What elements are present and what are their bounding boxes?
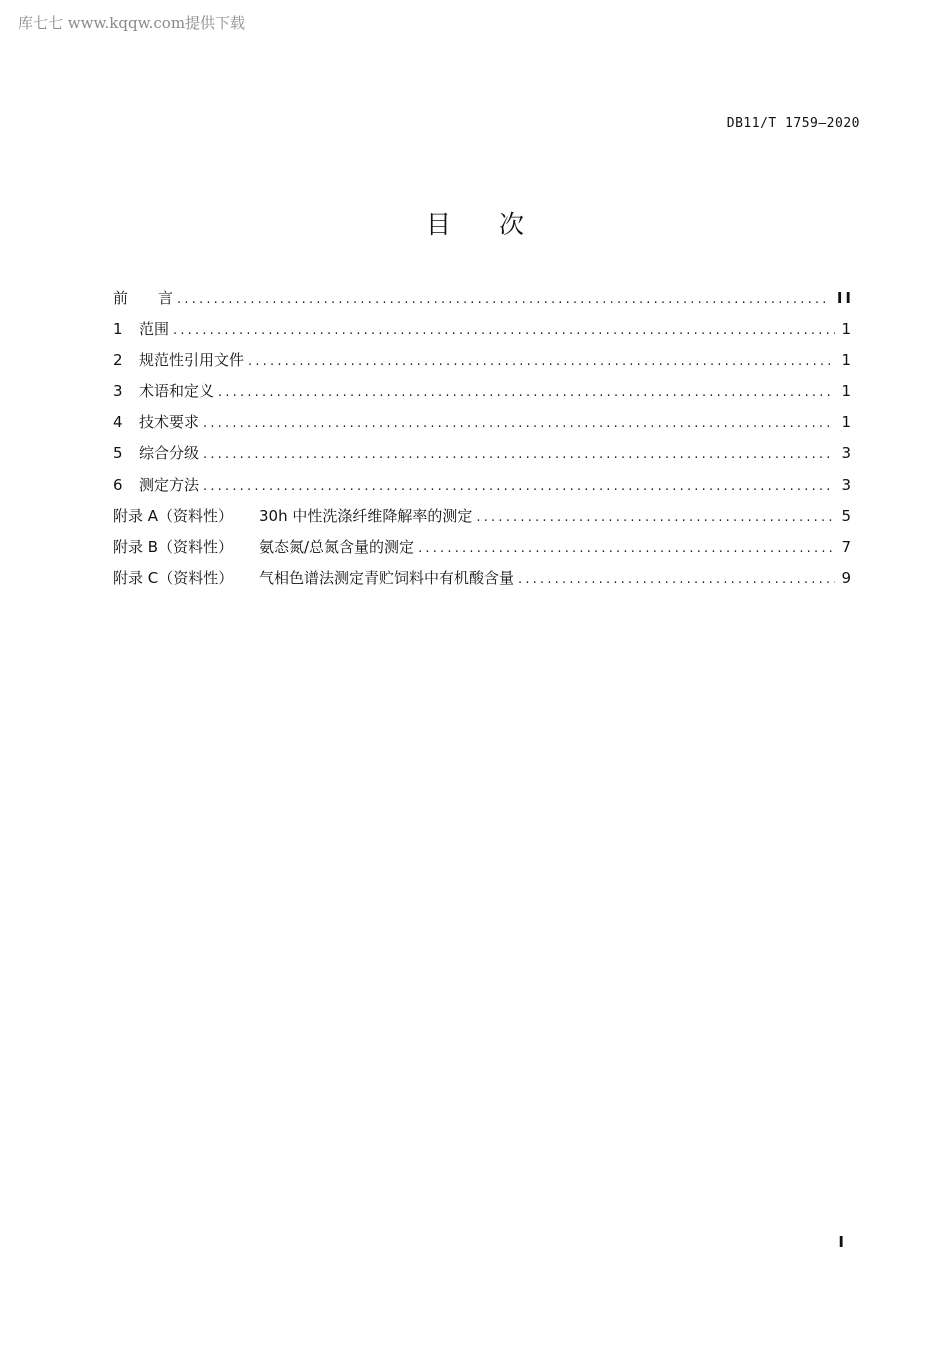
toc-entry-page: 5 bbox=[841, 506, 851, 525]
toc-entry-page: 1 bbox=[841, 382, 851, 401]
dot-leader bbox=[218, 382, 835, 404]
toc-entry-title: 前 言 bbox=[113, 289, 174, 307]
toc-title: 目次 bbox=[425, 210, 572, 239]
dot-leader bbox=[418, 538, 835, 560]
toc-entry-page: 3 bbox=[841, 444, 851, 463]
toc-entry-number: 3 bbox=[113, 382, 123, 401]
toc-entry-number: 6 bbox=[113, 475, 123, 494]
dot-leader bbox=[203, 444, 835, 466]
toc-entry-appendix-b[interactable] bbox=[113, 536, 851, 567]
toc-entry-section-6[interactable] bbox=[113, 474, 851, 505]
toc-entry-appendix-a[interactable] bbox=[113, 505, 851, 536]
dot-leader bbox=[518, 569, 835, 591]
dot-leader bbox=[476, 507, 835, 529]
toc-entry-page: 7 bbox=[841, 537, 851, 556]
toc-entry-page: 1 bbox=[841, 320, 851, 339]
toc-entry-page: 3 bbox=[841, 475, 851, 494]
toc-appendix-label: 附录 B（资料性） bbox=[113, 537, 234, 556]
toc-entry-page: 1 bbox=[841, 351, 851, 370]
table-of-contents bbox=[113, 287, 854, 598]
toc-entry-section-1[interactable] bbox=[113, 318, 851, 349]
toc-appendix-label: 附录 C（资料性） bbox=[113, 568, 234, 587]
dot-leader bbox=[203, 476, 835, 498]
toc-entry-title: 氨态氮/总氮含量的测定 bbox=[259, 537, 415, 556]
document-code: DB11/T 1759—2020 bbox=[726, 116, 860, 131]
toc-entry-foreword[interactable] bbox=[113, 287, 854, 318]
toc-entry-appendix-c[interactable] bbox=[113, 567, 851, 598]
toc-entry-page: 1 bbox=[841, 413, 851, 432]
dot-leader bbox=[173, 320, 835, 342]
toc-appendix-label: 附录 A（资料性） bbox=[113, 506, 234, 525]
watermark-text: 库七七 www.kqqw.com提供下载 bbox=[18, 14, 246, 32]
dot-leader bbox=[203, 413, 835, 435]
toc-entry-title: 30h 中性洗涤纤维降解率的测定 bbox=[259, 506, 473, 525]
page-number: I bbox=[838, 1233, 844, 1251]
toc-entry-page: II bbox=[836, 289, 854, 307]
toc-entry-title: 规范性引用文件 bbox=[139, 351, 245, 370]
toc-entry-number: 2 bbox=[113, 351, 123, 370]
toc-entry-number: 4 bbox=[113, 413, 123, 432]
toc-entry-title: 术语和定义 bbox=[139, 382, 215, 401]
toc-entry-number: 1 bbox=[113, 320, 123, 339]
toc-entry-section-3[interactable] bbox=[113, 380, 851, 411]
dot-leader bbox=[177, 289, 831, 311]
toc-entry-title: 技术要求 bbox=[139, 413, 200, 432]
toc-entry-section-5[interactable] bbox=[113, 442, 851, 473]
toc-entry-title: 范围 bbox=[139, 320, 170, 339]
dot-leader bbox=[248, 351, 835, 373]
toc-entry-page: 9 bbox=[841, 568, 851, 587]
toc-entry-title: 测定方法 bbox=[139, 475, 200, 494]
toc-entry-title: 综合分级 bbox=[139, 444, 200, 463]
toc-entry-number: 5 bbox=[113, 444, 123, 463]
toc-entry-title: 气相色谱法测定青贮饲料中有机酸含量 bbox=[259, 568, 515, 587]
toc-entry-section-2[interactable] bbox=[113, 349, 851, 380]
toc-entry-section-4[interactable] bbox=[113, 411, 851, 442]
